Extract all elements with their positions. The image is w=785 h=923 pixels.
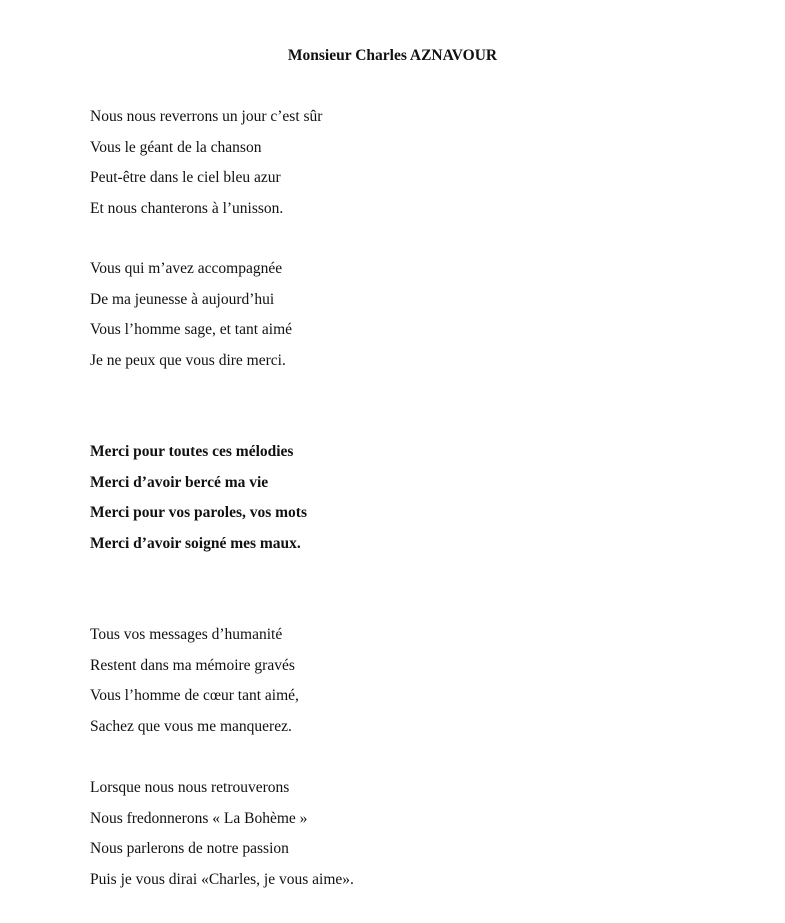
- poem-line: Vous l’homme de cœur tant aimé,: [90, 687, 299, 705]
- poem-line: Sachez que vous me manquerez.: [90, 717, 292, 735]
- poem-line: Je ne peux que vous dire merci.: [90, 351, 286, 369]
- poem-line: De ma jeunesse à aujourd’hui: [90, 290, 275, 308]
- stanza-1: [90, 106, 322, 228]
- refrain-line: Merci d’avoir bercé ma vie: [90, 473, 269, 491]
- stanza-3-refrain: [90, 441, 307, 563]
- poem-line: Vous qui m’avez accompagnée: [90, 260, 283, 277]
- poem-line: Peut-être dans le ciel bleu azur: [90, 169, 281, 187]
- poem-line: Nous fredonnerons « La Bohème »: [90, 809, 308, 827]
- stanza-2: [90, 258, 292, 380]
- poem-line: Nous nous reverrons un jour c’est sûr: [90, 108, 323, 125]
- stanza-4: [90, 624, 299, 746]
- poem-line: Tous vos messages d’humanité: [90, 626, 283, 643]
- poem-line: Puis je vous dirai «Charles, je vous aime».: [90, 870, 354, 888]
- poem-line: Lorsque nous nous retrouverons: [90, 779, 290, 796]
- poem-line: Et nous chanterons à l’unisson.: [90, 199, 284, 217]
- poem-line: Vous l’homme sage, et tant aimé: [90, 321, 293, 339]
- refrain-line: Merci pour toutes ces mélodies: [90, 443, 294, 460]
- poem-line: Restent dans ma mémoire gravés: [90, 656, 295, 674]
- refrain-line: Merci pour vos paroles, vos mots: [90, 504, 307, 522]
- stanza-5: [90, 777, 354, 899]
- poem-title: Monsieur Charles AZNAVOUR: [287, 47, 498, 64]
- poem-line: Nous parlerons de notre passion: [90, 840, 289, 858]
- poem-line: Vous le géant de la chanson: [90, 138, 262, 156]
- refrain-line: Merci d’avoir soigné mes maux.: [90, 534, 301, 552]
